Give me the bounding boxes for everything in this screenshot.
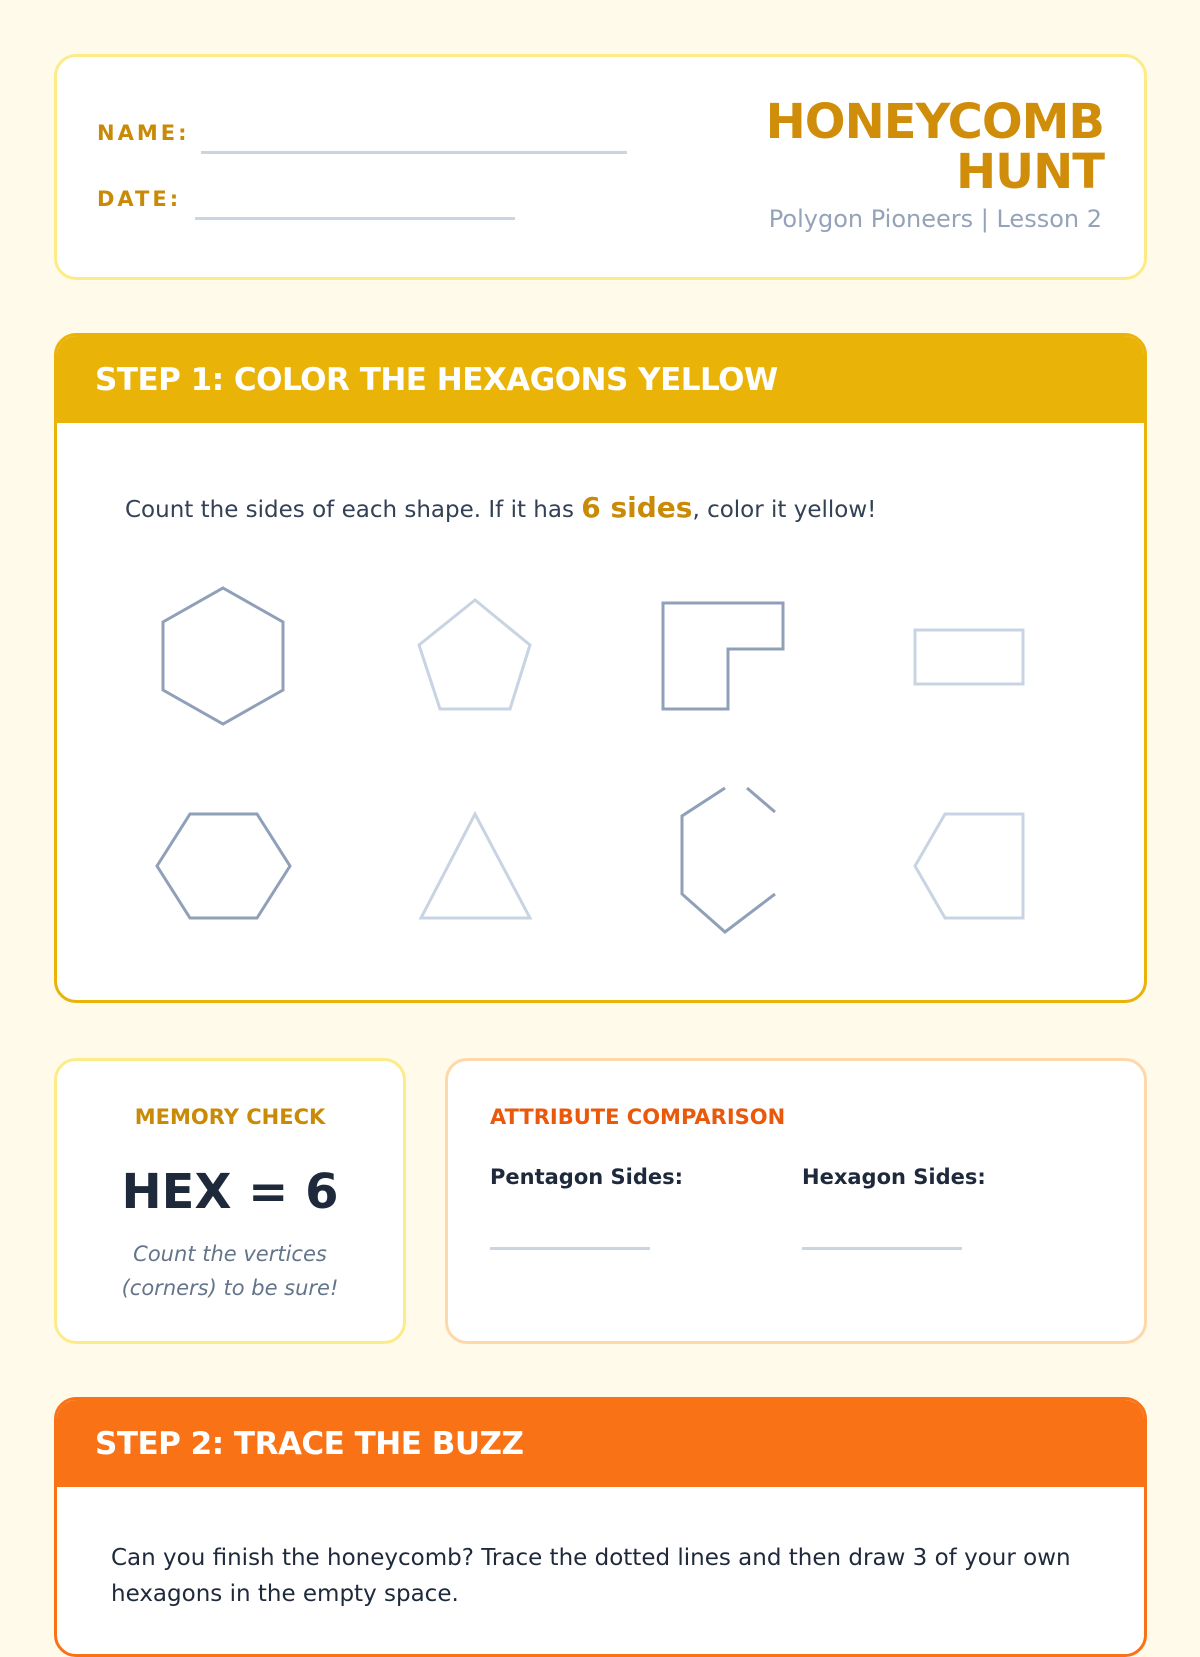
rectangle-shape[interactable] bbox=[915, 630, 1023, 684]
step2-section bbox=[54, 1397, 1147, 1657]
title-line-2: HUNT bbox=[955, 144, 1104, 200]
instruction-text-before: Count the sides of each shape. If it has bbox=[125, 497, 582, 523]
attribute-comparison-title: ATTRIBUTE COMPARISON bbox=[490, 1105, 786, 1129]
triangle-shape[interactable] bbox=[421, 814, 530, 918]
instruction-text-after: , color it yellow! bbox=[692, 497, 877, 523]
l-shape-hexagon-shape[interactable] bbox=[663, 603, 783, 709]
memory-check-card bbox=[54, 1058, 406, 1344]
memory-formula: HEX = 6 bbox=[121, 1164, 339, 1220]
hexagon-pointy-shape[interactable] bbox=[163, 588, 283, 724]
step1-title: STEP 1: COLOR THE HEXAGONS YELLOW bbox=[95, 362, 778, 398]
irregular-hexagon-shape-top-right bbox=[747, 788, 775, 812]
memory-note: Count the vertices (corners) to be sure! bbox=[121, 1242, 339, 1300]
hexagon-sides-field[interactable] bbox=[802, 1247, 962, 1250]
pentagon-shape[interactable] bbox=[419, 600, 530, 709]
instruction-highlight: 6 sides bbox=[581, 491, 693, 524]
worksheet-header bbox=[54, 54, 1147, 280]
step2-title: STEP 2: TRACE THE BUZZ bbox=[95, 1426, 524, 1462]
name-label: NAME: bbox=[97, 121, 190, 145]
irregular-pentagon-shape[interactable] bbox=[915, 814, 1023, 918]
shapes-grid bbox=[57, 336, 1144, 1000]
irregular-hexagon-shape[interactable] bbox=[682, 788, 775, 932]
step2-header-bar bbox=[57, 1400, 1144, 1487]
step1-section bbox=[54, 333, 1147, 1003]
pentagon-sides-field[interactable] bbox=[490, 1247, 650, 1250]
memory-check-title: MEMORY CHECK bbox=[134, 1105, 326, 1129]
step2-instruction: Can you finish the honeycomb? Trace the dotted lines and then draw 3 of your own hexagons in the empty space. bbox=[111, 1545, 1071, 1607]
hexagon-flat-shape[interactable] bbox=[157, 814, 290, 918]
page-title bbox=[765, 94, 1104, 200]
title-line-1: HONEYCOMB bbox=[765, 94, 1104, 150]
date-field[interactable] bbox=[195, 217, 515, 220]
name-field[interactable] bbox=[201, 151, 627, 154]
attribute-comparison-card bbox=[445, 1058, 1147, 1344]
hexagon-sides-label: Hexagon Sides: bbox=[802, 1165, 986, 1189]
lesson-subtitle: Polygon Pioneers | Lesson 2 bbox=[768, 205, 1102, 233]
pentagon-sides-label: Pentagon Sides: bbox=[490, 1165, 684, 1189]
date-label: DATE: bbox=[97, 187, 182, 211]
